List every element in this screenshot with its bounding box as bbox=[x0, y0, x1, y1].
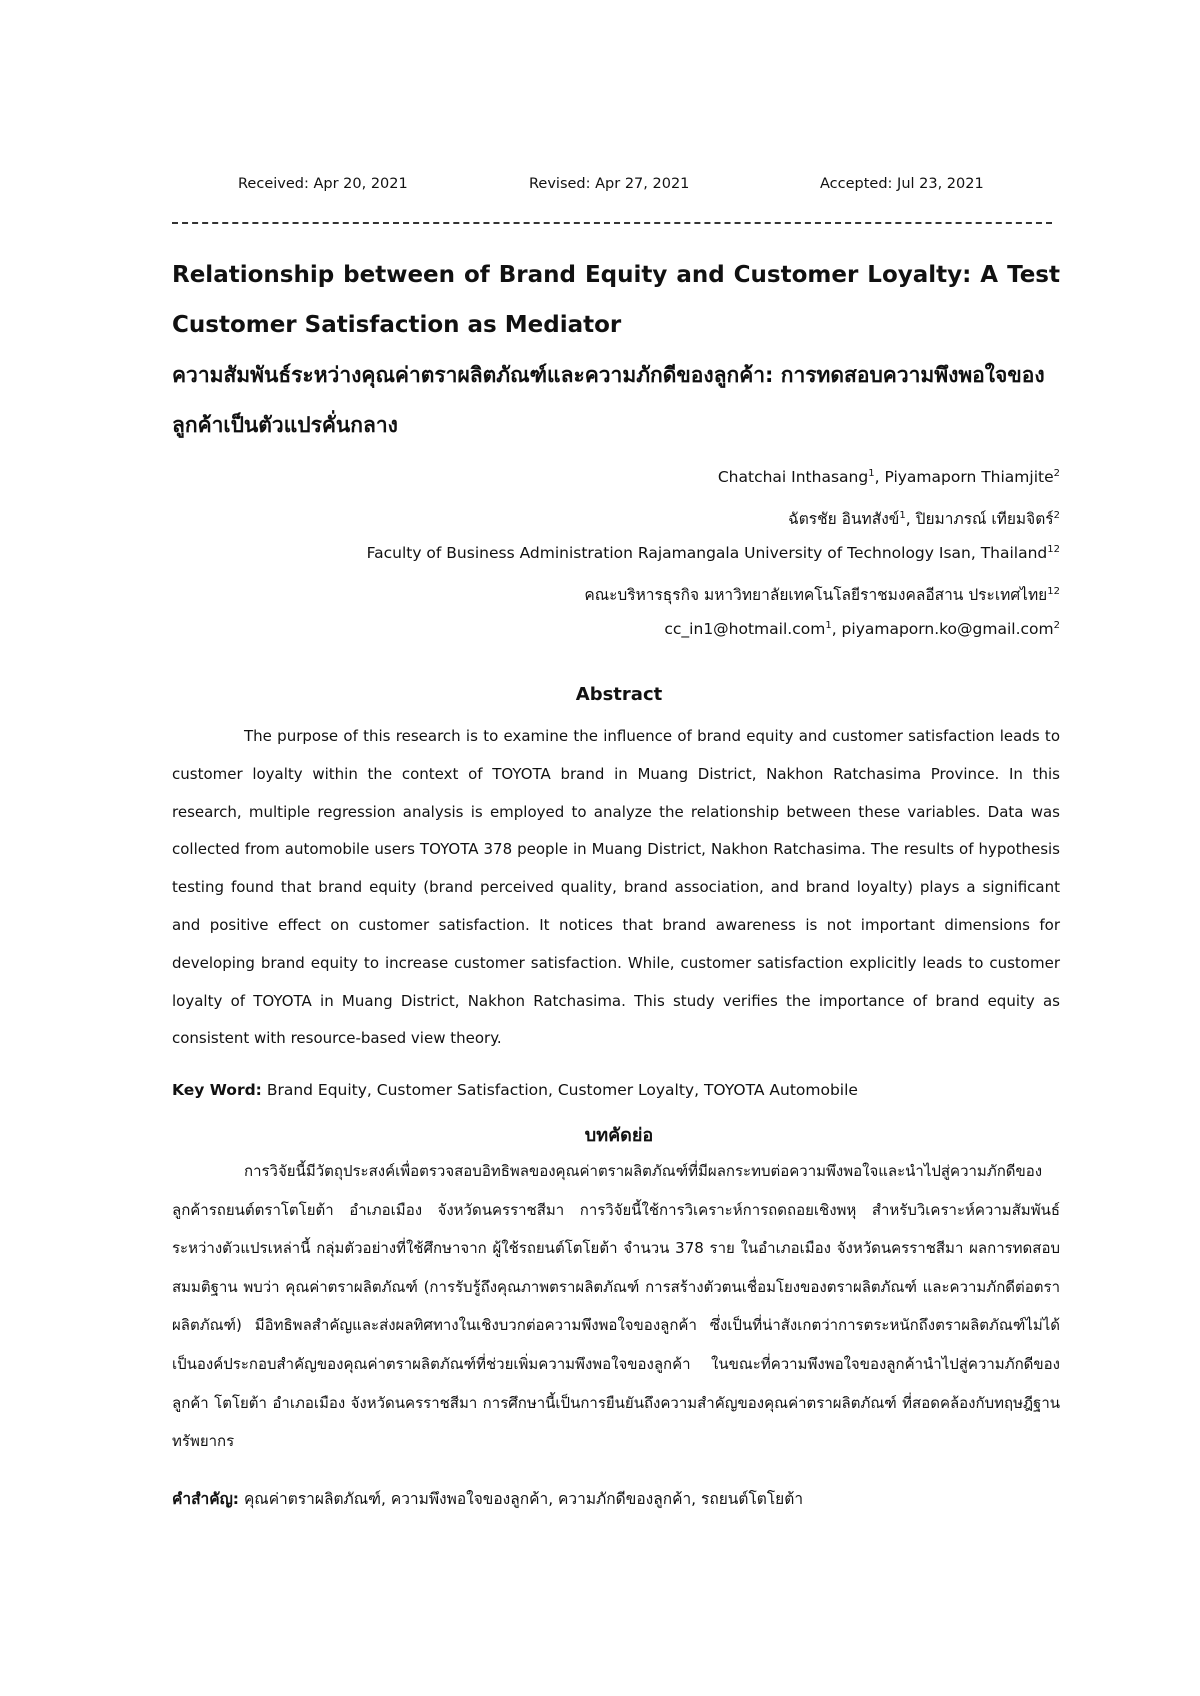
keywords-thai bbox=[172, 1486, 1060, 1511]
author-name: Chatchai Inthasang bbox=[717, 468, 869, 487]
email-separator: , bbox=[831, 620, 842, 639]
affiliation-english bbox=[367, 544, 1060, 562]
author-separator: , bbox=[874, 468, 885, 487]
email-link[interactable]: cc_in1@hotmail.com bbox=[664, 620, 826, 639]
author-name: Piyamaporn Thiamjite bbox=[884, 468, 1054, 487]
abstract-thai-heading: บทคัดย่อ bbox=[584, 1125, 654, 1146]
email-superscript: 2 bbox=[1053, 620, 1060, 631]
author-superscript: 2 bbox=[1053, 509, 1060, 521]
abstract-body: The purpose of this research is to examine the influence of brand equity and customer satisfaction leads to customer loyalty within the context of TOYOTA brand in Muang District, Nakhon Ratchasima Province. In this research, multiple regression analysis is employed to analyze the relationship between these variables. Data was collected from automobile users TOYOTA 378 people in Muang District, Nakhon Ratchasima. The results of hypothesis testing found that brand equity (brand perceived quality, brand association, and brand loyalty) plays a significant and positive effect on customer satisfaction. It notices that brand awareness is not important dimensions for developing brand equity to increase customer satisfaction. While, customer satisfaction explicitly leads to customer loyalty of TOYOTA in Muang District, Nakhon Ratchasima. This study verifies the importance of brand equity as consistent with resource-based view theory. bbox=[172, 727, 1060, 1048]
revised-date: Revised: Apr 27, 2021 bbox=[529, 176, 690, 192]
submission-dates bbox=[238, 176, 1000, 200]
dashed-divider bbox=[172, 222, 1052, 224]
affiliation-superscript: 12 bbox=[1047, 544, 1060, 555]
title-thai: ความสัมพันธ์ระหว่างคุณค่าตราผลิตภัณฑ์และความภักดีของลูกค้า: การทดสอบความพึงพอใจของลูกค้าเป็นตัวแปรคั่นกลาง bbox=[172, 363, 1045, 437]
affiliation-text: คณะบริหารธุรกิจ มหาวิทยาลัยเทคโนโลยีราชมงคลอีสาน ประเทศไทย bbox=[584, 586, 1048, 604]
author-separator: , bbox=[905, 510, 916, 528]
keywords-list: Brand Equity, Customer Satisfaction, Customer Loyalty, TOYOTA Automobile bbox=[261, 1081, 858, 1099]
keywords-english bbox=[172, 1081, 1060, 1099]
keywords-label: Key Word: bbox=[172, 1081, 262, 1099]
abstract-thai-body: การวิจัยนี้มีวัตถุประสงค์เพื่อตรวจสอบอิทธิพลของคุณค่าตราผลิตภัณฑ์ที่มีผลกระทบต่อความพึงพอใจและนำไปสู่ความภักดีของลูกค้ารถยนต์ตราโตโยต้า อำเภอเมือง จังหวัดนครราชสีมา การวิจัยนี้ใช้การวิเคราะห์การถดถอยเชิงพหุ สำหรับวิเคราะห์ความสัมพันธ์ระหว่างตัวแปรเหล่านี้ กลุ่มตัวอย่างที่ใช้ศึกษาจาก ผู้ใช้รถยนต์โตโยต้า จำนวน 378 ราย ในอำเภอเมือง จังหวัดนครราชสีมา ผลการทดสอบสมมติฐาน พบว่า คุณค่าตราผลิตภัณฑ์ (การรับรู้ถึงคุณภาพตราผลิตภัณฑ์ การสร้างตัวตนเชื่อมโยงของตราผลิตภัณฑ์ และความภักดีต่อตราผลิตภัณฑ์) มีอิทธิพลสำคัญและส่งผลทิศทางในเชิงบวกต่อความพึงพอใจของลูกค้า ซึ่งเป็นที่น่าสังเกตว่าการตระหนักถึงตราผลิตภัณฑ์ไม่ได้เป็นองค์ประกอบสำคัญของคุณค่าตราผลิตภัณฑ์ที่ช่วยเพิ่มความพึงพอใจของลูกค้า ในขณะที่ความพึงพอใจของลูกค้านำไปสู่ความภักดีของลูกค้า โตโยต้า อำเภอเมือง จังหวัดนครราชสีมา การศึกษานี้เป็นการยืนยันถึงความสำคัญของคุณค่าตราผลิตภัณฑ์ ที่สอดคล้องกับทฤษฎีฐานทรัพยากร bbox=[172, 1162, 1060, 1451]
author-superscript: 1 bbox=[899, 509, 906, 521]
authors-thai bbox=[788, 506, 1060, 531]
email-link[interactable]: piyamaporn.ko@gmail.com bbox=[841, 620, 1054, 639]
keywords-thai-list: คุณค่าตราผลิตภัณฑ์, ความพึงพอใจของลูกค้า, ความภักดีของลูกค้า, รถยนต์โตโยต้า bbox=[239, 1490, 804, 1508]
author-name: ฉัตรชัย อินทสังข์ bbox=[788, 510, 900, 528]
affiliation-text: Faculty of Business Administration Rajamangala University of Technology Isan, Thailand bbox=[366, 544, 1048, 563]
email-superscript: 1 bbox=[825, 620, 832, 631]
authors-english bbox=[718, 468, 1060, 486]
affiliation-thai bbox=[584, 582, 1060, 607]
keywords-thai-label: คำสำคัญ: bbox=[172, 1490, 240, 1508]
title-english: Relationship between of Brand Equity and Customer Loyalty: A Test Customer Satisfaction as Mediator bbox=[172, 262, 1060, 338]
author-name: ปิยมาภรณ์ เทียมจิตร์ bbox=[915, 510, 1054, 528]
author-emails bbox=[664, 620, 1060, 638]
abstract-heading: Abstract bbox=[575, 684, 663, 705]
author-superscript: 1 bbox=[868, 468, 875, 479]
received-date: Received: Apr 20, 2021 bbox=[238, 176, 408, 192]
accepted-date: Accepted: Jul 23, 2021 bbox=[820, 176, 984, 192]
affiliation-superscript: 12 bbox=[1047, 585, 1060, 597]
author-superscript: 2 bbox=[1053, 468, 1060, 479]
